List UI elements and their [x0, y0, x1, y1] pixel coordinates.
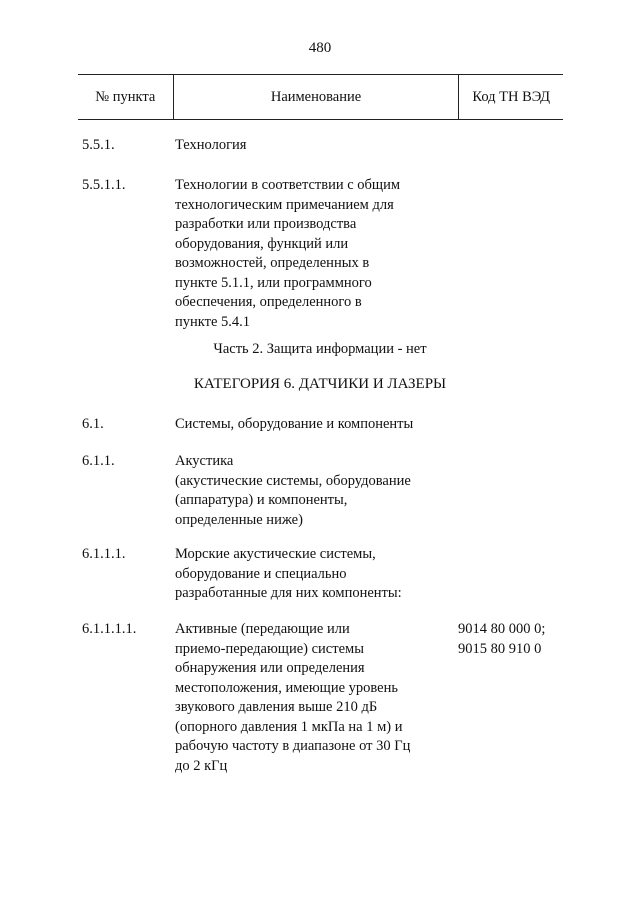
- item-name-line: Технологии в соответствии с общим: [175, 177, 401, 193]
- item-name: [175, 452, 458, 530]
- item-name-line: разработки или производства: [175, 216, 357, 232]
- header-name-column: Наименование: [174, 75, 460, 119]
- part-2-heading: Часть 2. Защита информации - нет: [213, 341, 427, 357]
- item-code: [458, 136, 562, 156]
- item-code: [458, 620, 562, 776]
- item-name-line: возможностей, определенных в: [175, 255, 370, 271]
- tn-ved-code: 9015 80 910 0: [458, 640, 542, 657]
- item-name-line: приемо-передающие) системы: [175, 640, 364, 657]
- table-row-6-1-1: [82, 452, 562, 530]
- item-name-line: обнаружения или определения: [175, 660, 365, 676]
- item-name: [175, 136, 458, 156]
- item-number: 5.5.1.: [82, 137, 115, 153]
- table-row-6-1-1-1: [82, 545, 562, 604]
- tn-ved-code: 9014 80 000 0;: [458, 621, 546, 637]
- item-number: 6.1.1.1.1.: [82, 621, 137, 637]
- item-name: [175, 620, 458, 776]
- item-number: 6.1.: [82, 416, 104, 432]
- item-name-line: разработанные для них компоненты:: [175, 585, 402, 601]
- table-header: [78, 74, 563, 120]
- item-name-line: рабочую частоту в диапазоне от 30 Гц: [175, 738, 411, 754]
- item-code: [458, 545, 562, 604]
- item-name-line: (опорного давления 1 мкПа на 1 м) и: [175, 718, 403, 735]
- item-name-line: (акустические системы, оборудование: [175, 472, 411, 489]
- item-name-line: обеспечения, определенного в: [175, 294, 362, 310]
- item-name-line: технологическим примечанием для: [175, 196, 394, 213]
- item-name: [175, 545, 458, 604]
- table-row-5-5-1: [82, 136, 562, 156]
- item-name-line: оборудования, функций или: [175, 235, 349, 252]
- item-name-line: пункте 5.4.1: [175, 313, 251, 330]
- item-name-line: оборудование и специально: [175, 565, 347, 582]
- page-number: 480: [308, 40, 332, 56]
- item-name-line: до 2 кГц: [175, 757, 228, 774]
- item-name-line: Системы, оборудование и компоненты: [175, 416, 414, 432]
- item-number: 6.1.1.1.: [82, 546, 126, 562]
- item-name-line: местоположения, имеющие уровень: [175, 679, 398, 696]
- item-number: 6.1.1.: [82, 453, 115, 469]
- table-row-5-5-1-1: [82, 176, 562, 332]
- table-row-6-1: [82, 415, 562, 435]
- table-row-6-1-1-1-1: [82, 620, 562, 776]
- item-name-line: определенные ниже): [175, 511, 303, 528]
- item-name-line: звукового давления выше 210 дБ: [175, 699, 378, 715]
- item-name-line: пункте 5.1.1, или программного: [175, 274, 372, 291]
- item-code: [458, 415, 562, 435]
- category-heading: КАТЕГОРИЯ 6. ДАТЧИКИ И ЛАЗЕРЫ: [193, 376, 447, 392]
- item-name-line: Активные (передающие или: [175, 621, 350, 637]
- item-code: [458, 176, 562, 332]
- item-name-line: Технология: [175, 137, 247, 153]
- item-name-line: (аппаратура) и компоненты,: [175, 492, 348, 508]
- header-code-column: Код ТН ВЭД: [472, 88, 551, 105]
- header-number-column: № пункта: [78, 75, 174, 119]
- item-name-line: Морские акустические системы,: [175, 546, 376, 562]
- item-name-line: Акустика: [175, 453, 234, 469]
- item-name: [175, 415, 458, 435]
- item-name: [175, 176, 458, 332]
- item-code: [458, 452, 562, 530]
- item-number: 5.5.1.1.: [82, 177, 126, 193]
